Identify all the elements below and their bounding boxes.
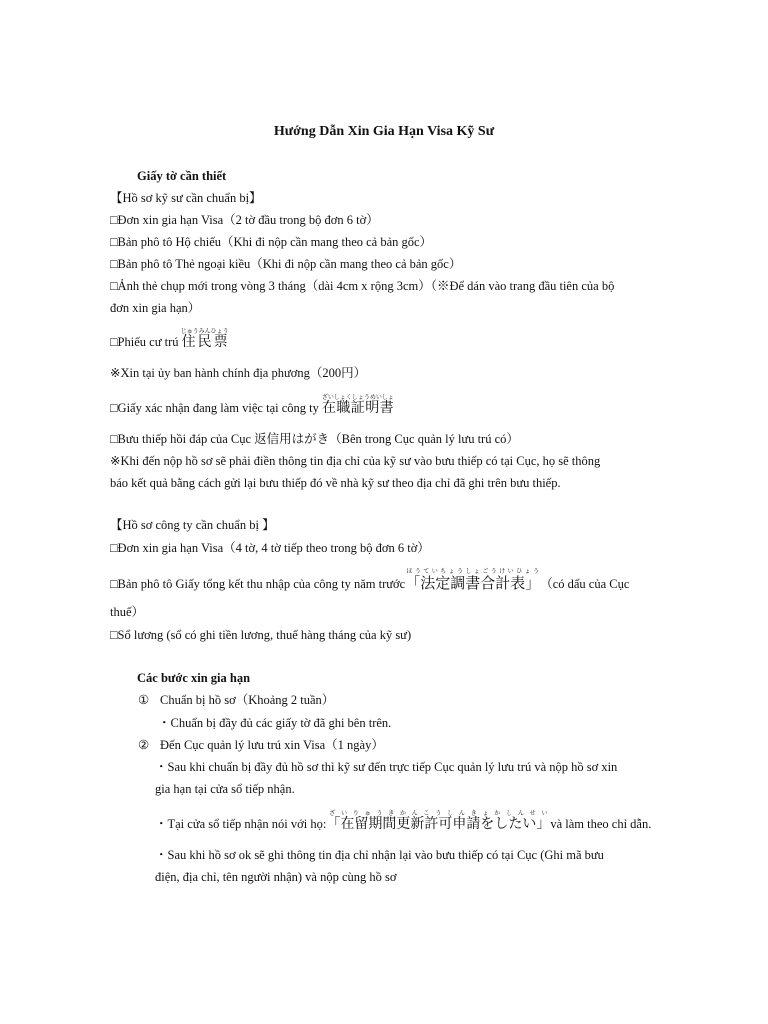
list-item: □Đơn xin gia hạn Visa（2 tờ đầu trong bộ đơn 6 tờ） [110, 213, 379, 227]
step2-sub3-cont: điện, địa chỉ, tên người nhận) và nộp cùng hồ sơ [155, 870, 397, 884]
list-item: □Sổ lương (sổ có ghi tiền lương, thuế hàng tháng của kỹ sư) [110, 628, 412, 642]
step2-sub2-label: ・Tại cửa sổ tiếp nhận nói với họ: [155, 817, 327, 831]
step2-sub2-jp-phrase: 「在留期間更新許可申請をしたい」ざいりゅうきかんこうしんきょかしんせい [326, 810, 551, 832]
step2-sub2 [155, 810, 651, 835]
tax-summary-tail-cont: thuế） [110, 605, 145, 619]
tax-summary-tail: （có dấu của Cục [540, 577, 630, 591]
employment-item [110, 394, 394, 418]
step1-text: Chuẩn bị hồ sơ（Khoảng 2 tuần） [160, 693, 335, 707]
tax-summary-jp-term: 「法定調書合計表」ほうていちょうしょごうけいひょう [405, 568, 541, 592]
step2-number: ② [138, 738, 150, 752]
step2-sub1-cont: gia hạn tại cửa sổ tiếp nhận. [155, 782, 295, 796]
list-item: □Bản phô tô Hộ chiếu（Khi đi nộp cần mang theo cả bản gốc） [110, 235, 433, 249]
engineer-docs-header: 【Hồ sơ kỹ sư cần chuẩn bị】 [110, 191, 262, 205]
residence-item [110, 328, 229, 352]
postcard-note: ※Khi đến nộp hồ sơ sẽ phải điền thông tin địa chỉ của kỹ sư vào bưu thiếp có tại Cục, họ sẽ thông [110, 454, 601, 468]
list-item: đơn xin gia hạn） [110, 301, 201, 315]
list-item: □Bản phô tô Thẻ ngoại kiều（Khi đi nộp cần mang theo cả bản gốc） [110, 257, 462, 271]
residence-note: ※Xin tại ủy ban hành chính địa phương（200円） [110, 366, 367, 380]
step1-sub: ・Chuẩn bị đầy đủ các giấy tờ đã ghi bên trên. [158, 716, 392, 730]
step2-sub3: ・Sau khi hồ sơ ok sẽ ghi thông tin địa chỉ nhận lại vào bưu thiếp có tại Cục (Ghi mã bưu [155, 848, 604, 862]
list-item: □Ảnh thẻ chụp mới trong vòng 3 tháng（dài 4cm x rộng 3cm）（※Để dán vào trang đầu tiên của bộ [110, 279, 615, 293]
employment-label: □Giấy xác nhận đang làm việc tại công ty [110, 401, 319, 415]
document-title: Hướng Dẫn Xin Gia Hạn Visa Kỹ Sư [273, 124, 495, 139]
step2-sub1: ・Sau khi chuẩn bị đầy đủ hồ sơ thì kỹ sư đến trực tiếp Cục quản lý lưu trú và nộp hồ sơ xin [155, 760, 618, 774]
residence-jp-term: 住民票じゅうみんひょう [180, 328, 229, 350]
steps-heading: Các bước xin gia hạn [137, 671, 251, 685]
step2-sub2-tail: và làm theo chỉ dẫn. [550, 817, 652, 831]
tax-summary-item [110, 568, 629, 595]
employment-jp-term: 在職証明書ざいしょくしょうめいしょ [321, 394, 394, 416]
list-item: □Đơn xin gia hạn Visa（4 tờ, 4 tờ tiếp theo trong bộ đơn 6 tờ） [110, 541, 430, 555]
step1-number: ① [138, 693, 150, 707]
step2-text: Đến Cục quản lý lưu trú xin Visa（1 ngày） [160, 738, 384, 752]
residence-label: □Phiếu cư trú [110, 335, 179, 349]
postcard-item: □Bưu thiếp hồi đáp của Cục 返信用はがき（Bên trong Cục quản lý lưu trú có） [110, 432, 519, 446]
tax-summary-label: □Bản phô tô Giấy tổng kết thu nhập của công ty năm trước [110, 577, 406, 591]
required-docs-heading: Giấy tờ cần thiết [137, 169, 227, 183]
company-docs-header: 【Hồ sơ công ty cần chuẩn bị 】 [110, 518, 275, 532]
postcard-note-cont: báo kết quả bằng cách gửi lại bưu thiếp đó về nhà kỹ sư theo địa chỉ đã ghi trên bưu thiếp. [110, 476, 561, 490]
